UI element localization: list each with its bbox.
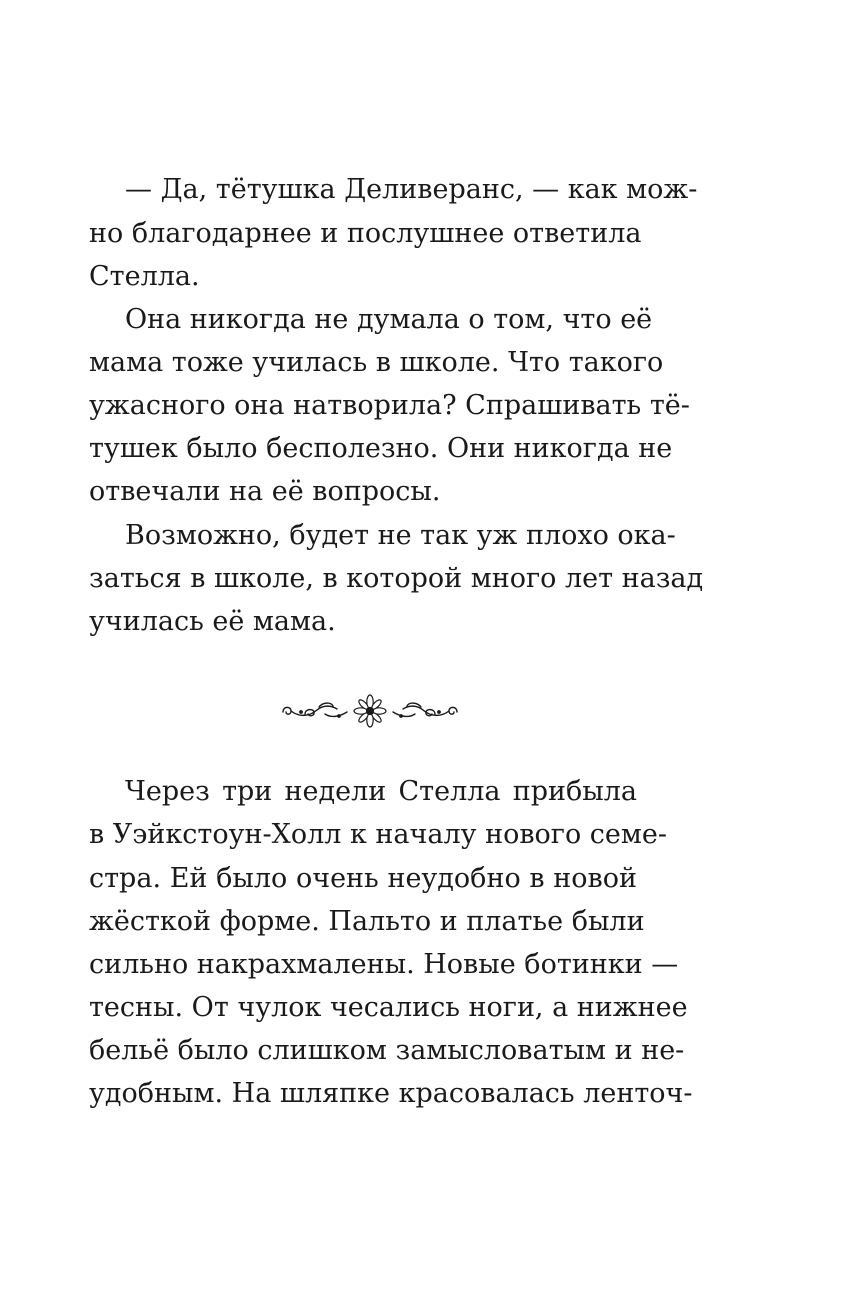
text-line: Стелла. [89, 261, 200, 292]
text-line: стра. Ей было очень неудобно в новой [89, 863, 637, 894]
text-line: сильно накрахмалены. Новые ботинки — [89, 949, 679, 980]
text-line: удобным. На шляпке красовалась ленточ- [89, 1078, 693, 1109]
text-line: училась её мама. [89, 606, 336, 637]
text-line: ужасного она натворила? Спрашивать тё- [89, 390, 690, 421]
text-line: но благодарнее и послушнее ответила [89, 218, 642, 249]
text-line: жёсткой форме. Пальто и платье были [89, 906, 645, 937]
text-line: бельё было слишком замысловатым и не- [89, 1035, 685, 1066]
text-line: отвечали на её вопросы. [89, 476, 441, 507]
text-line: Возможно, будет не так уж плохо ока- [125, 520, 676, 551]
floral-ornament-icon [275, 690, 465, 734]
text-line: Через три недели Стелла прибыла [125, 776, 637, 807]
text-line: в Уэйкстоун-Холл к началу нового семе- [89, 819, 667, 850]
text-line: заться в школе, в которой много лет назад [89, 563, 704, 594]
text-line: — Да, тётушка Деливеранс, — как мож- [125, 174, 698, 205]
text-line: тесны. От чулок чесались ноги, а нижнее [89, 992, 688, 1023]
text-line: Она никогда не думала о том, что её [125, 304, 653, 335]
text-line: мама тоже училась в школе. Что такого [89, 347, 664, 378]
text-line: тушек было бесполезно. Они никогда не [89, 433, 673, 464]
